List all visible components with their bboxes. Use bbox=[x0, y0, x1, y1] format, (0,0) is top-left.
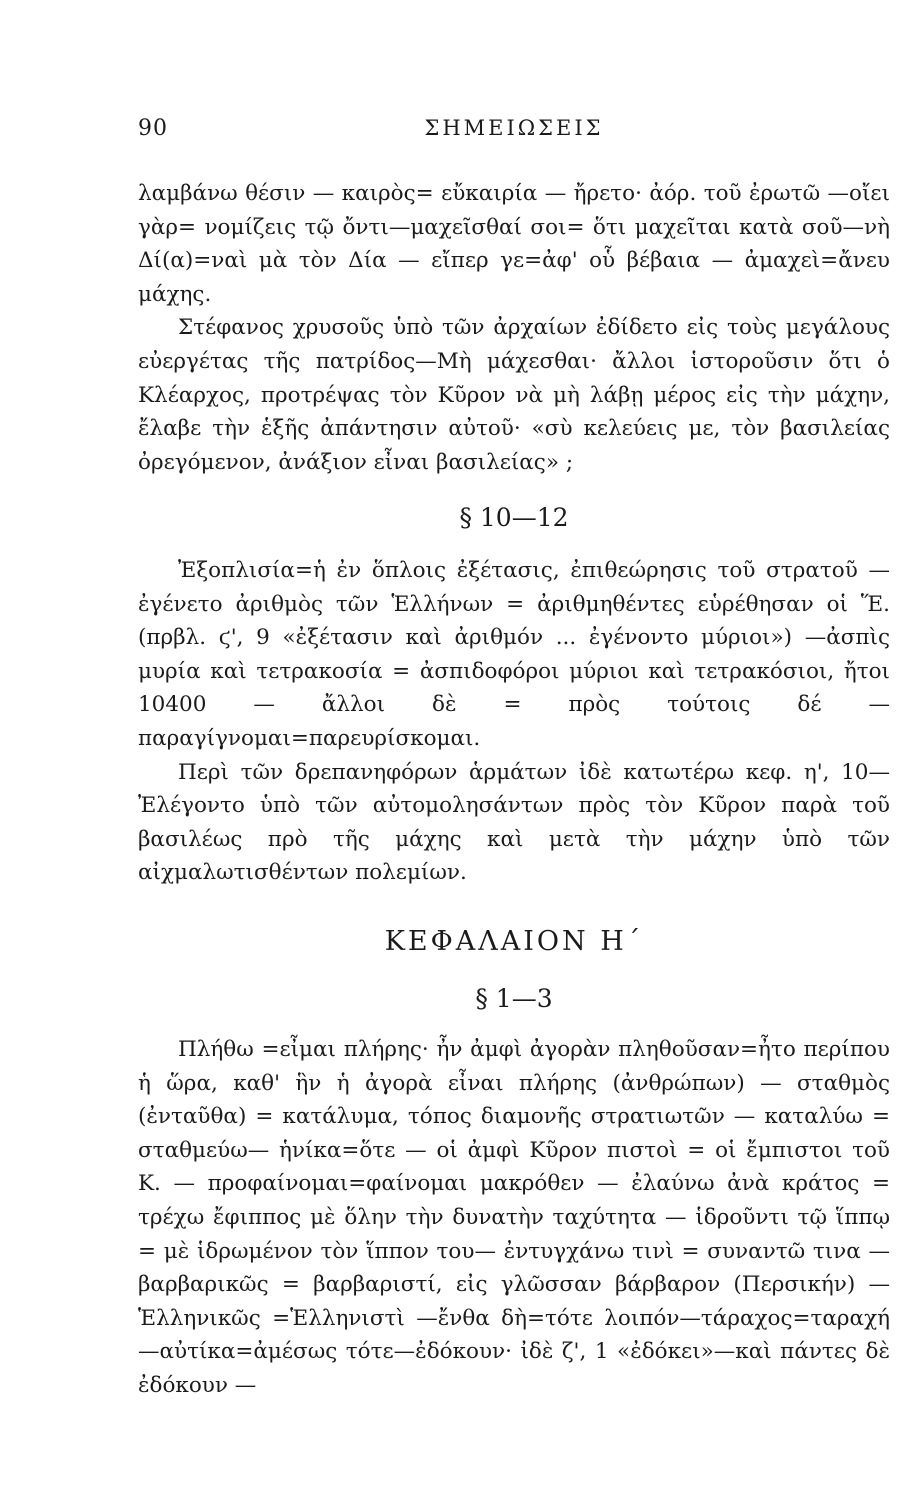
chapter-title: ΚΕΦΑΛΑΙΟΝ Η΄ bbox=[384, 926, 644, 957]
page-number: 90 bbox=[138, 116, 168, 141]
notes-block-1 bbox=[138, 177, 890, 479]
notes-block-2 bbox=[138, 554, 890, 890]
running-head: ΣΗΜΕΙΩΣΕΙΣ bbox=[424, 116, 604, 140]
note-paragraph: Ἐξοπλισία=ἡ ἐν ὅπλοις ἐξέτασις, ἐπιθεώρησις τοῦ στρατοῦ —ἐγένετο ἀριθμὸς τῶν Ἑλλήνων = ἀριθμηθέντες εὑρέθησαν οἱ Ἕ. (πρβλ. ϛ', 9 «ἐξέτασιν καὶ ἀριθμόν ... ἐγένοντο μύριοι») —ἀσπὶς μυρία καὶ τετρακοσία = ἀσπιδοφόροι μύριοι καὶ τετρακόσιοι, ἤτοι 10400 — ἄλλοι δὲ = πρὸς τούτοις δέ — παραγίγνομαι=παρευρίσκομαι. bbox=[138, 558, 890, 751]
page-header bbox=[138, 116, 890, 152]
note-paragraph: λαμβάνω θέσιν — καιρὸς= εὔκαιρία — ἤρετο· ἀόρ. τοῦ ἐρωτῶ —οἴει γὰρ= νομίζεις τῷ ὄντι—μαχεῖσθαί σοι= ὅτι μαχεῖται κατὰ σοῦ—νὴ Δί(α)=ναὶ μὰ τὸν Δία — εἴπερ γε=ἀφ' οὗ βέβαια — ἀμαχεὶ=ἄνευ μάχης. bbox=[138, 181, 890, 307]
notes-block-3 bbox=[138, 1033, 890, 1403]
section-heading: § 10—12 bbox=[459, 503, 569, 532]
section-heading: § 1—3 bbox=[475, 984, 553, 1013]
note-paragraph: Πλήθω =εἶμαι πλήρης· ἦν ἀμφὶ ἀγορὰν πληθοῦσαν=ἦτο περίπου ἡ ὥρα, καθ' ἣν ἡ ἀγορὰ εἶναι πλήρης (ἀνθρώπων) — σταθμὸς (ἐνταῦθα) = κατάλυμα, τόπος διαμονῆς στρατιωτῶν — καταλύω = σταθμεύω— ἡνίκα=ὅτε — οἱ ἀμφὶ Κῦρον πιστοὶ = οἱ ἔμπιστοι τοῦ Κ. — προφαίνομαι=φαίνομαι μακρόθεν — ἐλαύνω ἀνὰ κράτος = τρέχω ἔφιππος μὲ ὅλην τὴν δυνατὴν ταχύτητα — ἱδροῦντι τῷ ἵππῳ = μὲ ἱδρωμένον τὸν ἵππον του— ἐντυγχάνω τινὶ = συναντῶ τινα —βαρβαρικῶς = βαρβαριστί, εἰς γλῶσσαν βάρβαρον (Περσικήν) — Ἑλληνικῶς =Ἑλληνιστὶ —ἔνθα δὴ=τότε λοιπόν—τάραχος=ταραχή—αὐτίκα=ἀμέσως τότε—ἐδόκουν· ἰδὲ ζ', 1 «ἐδόκει»—καὶ πάντες δὲ ἐδόκουν — bbox=[138, 1037, 890, 1398]
note-paragraph: Στέφανος χρυσοῦς ὑπὸ τῶν ἀρχαίων ἐδίδετο εἰς τοὺς μεγάλους εὐεργέτας τῆς πατρίδος—Μὴ μάχεσθαι· ἄλλοι ἱστοροῦσιν ὅτι ὁ Κλέαρχος, προτρέψας τὸν Κῦρον νὰ μὴ λάβῃ μέρος εἰς τὴν μάχην, ἔλαβε τὴν ἑξῆς ἀπάντησιν αὐτοῦ· «σὺ κελεύεις με, τὸν βασιλείας ὀρεγόμενον, ἀνάξιον εἶναι βασιλείας» ; bbox=[138, 315, 890, 475]
note-paragraph: Περὶ τῶν δρεπανηφόρων ἁρμάτων ἰδὲ κατωτέρω κεφ. η', 10—Ἐλέγοντο ὑπὸ τῶν αὐτομολησάντων πρὸς τὸν Κῦρον παρὰ τοῦ βασιλέως πρὸ τῆς μάχης καὶ μετὰ τὴν μάχην ὑπὸ τῶν αἰχμαλωτισθέντων πολεμίων. bbox=[138, 759, 890, 886]
